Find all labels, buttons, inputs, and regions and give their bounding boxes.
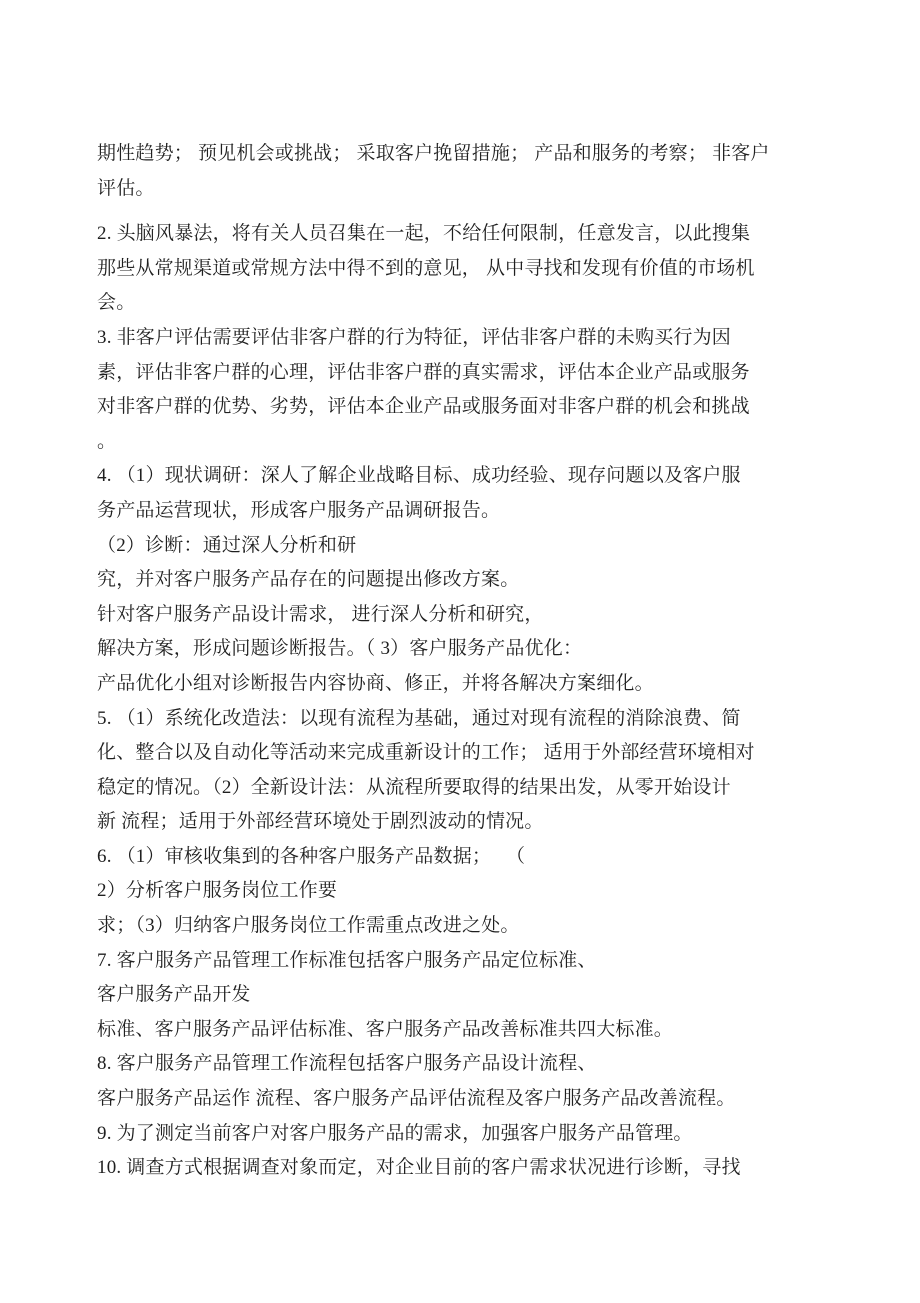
paragraph-item-1-continuation — [97, 137, 890, 206]
text-line: 8. 客户服务产品管理工作流程包括客户服务产品设计流程、 — [97, 1053, 597, 1075]
text-line: 评估。 — [97, 177, 155, 199]
paragraph-item-10 — [97, 1151, 890, 1186]
text-line: 求；（3）归纳客户服务岗位工作需重点改进之处。 — [97, 915, 520, 937]
text-line: 客户服务产品运作 流程、客户服务产品评估流程及客户服务产品改善流程。 — [97, 1088, 736, 1110]
text-line: 7. 客户服务产品管理工作标准包括客户服务产品定位标准、 — [97, 949, 597, 971]
text-line: 究，并对客户服务产品存在的问题提出修改方案。 — [97, 569, 520, 591]
text-line: 2. 头脑风暴法，将有关人员召集在一起，不给任何限制，任意发言，以此搜集 — [97, 223, 751, 245]
text-line: 4. （1）现状调研：深人了解企业战略目标、成功经验、现存问题以及客户服 — [97, 465, 741, 487]
paragraph-item-8 — [97, 1047, 890, 1116]
text-line: 10. 调查方式根据调查对象而定，对企业目前的客户需求状况进行诊断，寻找 — [97, 1157, 741, 1179]
text-line: 化、整合以及自动化等活动来完成重新设计的工作； 适用于外部经营环境相对 — [97, 742, 755, 764]
paragraph-item-4 — [97, 459, 890, 701]
text-line: 9. 为了测定当前客户对客户服务产品的需求，加强客户服务产品管理。 — [97, 1122, 693, 1144]
text-line: 5. （1）系统化改造法：以现有流程为基础，通过对现有流程的消除浪费、简 — [97, 707, 741, 729]
paragraph-item-5 — [97, 702, 890, 840]
text-line: 务产品运营现状，形成客户服务产品调研报告。 — [97, 499, 501, 521]
paragraph-item-2 — [97, 217, 890, 321]
text-line: 会。 — [97, 292, 136, 314]
text-line: 素，评估非客户群的心理，评估非客户群的真实需求，评估本企业产品或服务 — [97, 361, 750, 383]
text-line: 解决方案，形成问题诊断报告。（ 3）客户服务产品优化： — [97, 638, 583, 660]
text-line: 针对客户服务产品设计需求， 进行深人分析和研究， — [97, 603, 544, 625]
text-line: 那些从常规渠道或常规方法中得不到的意见， 从中寻找和发现有价值的市场机 — [97, 257, 755, 279]
text-line: 稳定的情况。（2）全新设计法：从流程所要取得的结果出发，从零开始设计 — [97, 776, 731, 798]
text-line: 。 — [97, 430, 117, 452]
text-line: 2）分析客户服务岗位工作要 — [97, 880, 338, 902]
text-line: （2）诊断：通过深人分析和研 — [97, 534, 357, 556]
paragraph-item-9 — [97, 1117, 890, 1152]
text-line: 客户服务产品开发 — [97, 984, 251, 1006]
text-line: 标准、客户服务产品评估标准、客户服务产品改善标准共四大标准。 — [97, 1018, 674, 1040]
text-line: 期性趋势； 预见机会或挑战； 采取客户挽留措施； 产品和服务的考察； 非客户 — [97, 143, 770, 164]
text-line: 对非客户群的优势、劣势，评估本企业产品或服务面对非客户群的机会和挑战 — [97, 396, 750, 418]
text-line: 产品优化小组对诊断报告内容协商、修正，并将各解决方案细化。 — [97, 672, 654, 694]
text-line: 3. 非客户评估需要评估非客户群的行为特征，评估非客户群的未购买行为因 — [97, 326, 732, 348]
text-line: 6. （1）审核收集到的各种客户服务产品数据； （ — [97, 845, 526, 867]
paragraph-item-3 — [97, 321, 890, 459]
paragraph-item-6 — [97, 840, 890, 944]
paragraph-item-7 — [97, 944, 890, 1048]
text-line: 新 流程；适用于外部经营环境处于剧烈波动的情况。 — [97, 811, 544, 833]
